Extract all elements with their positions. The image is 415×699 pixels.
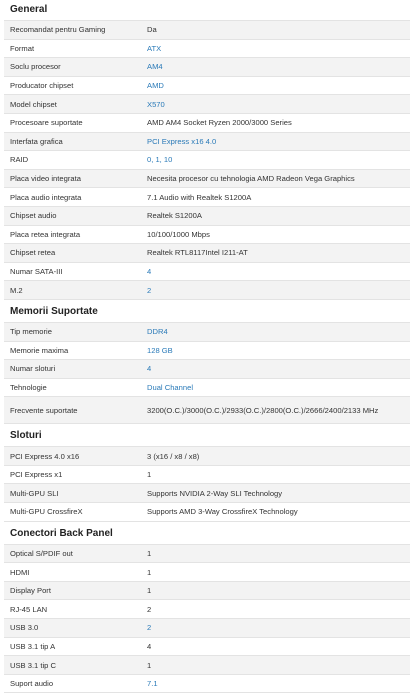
spec-row [4,484,410,503]
spec-row [4,322,410,341]
spec-row [4,600,410,619]
spec-row [4,378,410,397]
spec-label: Tip memorie [4,322,141,341]
spec-section [4,426,410,521]
spec-label: Recomandat pentru Gaming [4,21,141,40]
spec-label: Tehnologie [4,378,141,397]
spec-label: Numar sloturi [4,360,141,379]
spec-value: 1 [141,581,410,600]
spec-value-link[interactable]: 2 [141,281,410,300]
spec-row [4,188,410,207]
spec-value-link[interactable]: 4 [141,262,410,281]
spec-label: Optical S/PDIF out [4,544,141,563]
spec-value-link[interactable]: 128 GB [141,341,410,360]
spec-row [4,206,410,225]
spec-label: Chipset audio [4,206,141,225]
spec-row [4,637,410,656]
spec-label: Model chipset [4,95,141,114]
spec-row [4,674,410,693]
spec-label: Numar SATA-III [4,262,141,281]
spec-row [4,113,410,132]
spec-row [4,58,410,77]
spec-label: M.2 [4,281,141,300]
spec-value-link[interactable]: AMD [141,76,410,95]
spec-label: Placa video integrata [4,169,141,188]
spec-label: PCI Express x1 [4,465,141,484]
spec-row [4,244,410,263]
spec-value: 2 [141,600,410,619]
spec-row [4,544,410,563]
spec-label: Producator chipset [4,76,141,95]
spec-table [4,446,410,521]
spec-row [4,76,410,95]
spec-row [4,397,410,424]
spec-label: Soclu procesor [4,58,141,77]
spec-label: Interfata grafica [4,132,141,151]
spec-value: Realtek RTL8117Intel I211-AT [141,244,410,263]
section-title: Memorii Suportate [10,305,98,317]
spec-label: Multi-GPU CrossfireX [4,503,141,522]
spec-section [4,302,410,424]
spec-label: HDMI [4,563,141,582]
spec-label: Chipset retea [4,244,141,263]
spec-value: Da [141,21,410,40]
spec-row [4,39,410,58]
spec-label: Display Port [4,581,141,600]
spec-label: PCI Express 4.0 x16 [4,447,141,466]
spec-label: Suport audio [4,674,141,693]
spec-row [4,95,410,114]
spec-value: 1 [141,465,410,484]
spec-row [4,360,410,379]
spec-label: Placa audio integrata [4,188,141,207]
spec-value: Necesita procesor cu tehnologia AMD Radeon Vega Graphics [141,169,410,188]
spec-label: Placa retea integrata [4,225,141,244]
spec-value: 1 [141,563,410,582]
spec-value: Realtek S1200A [141,206,410,225]
spec-label: USB 3.0 [4,619,141,638]
spec-value-link[interactable]: X570 [141,95,410,114]
spec-value: Supports AMD 3-Way CrossfireX Technology [141,503,410,522]
spec-row [4,341,410,360]
spec-value-link[interactable]: PCI Express x16 4.0 [141,132,410,151]
spec-label: RAID [4,151,141,170]
spec-table [4,544,410,694]
spec-row [4,563,410,582]
spec-value: 1 [141,544,410,563]
spec-row [4,619,410,638]
spec-row [4,151,410,170]
spec-value-link[interactable]: Dual Channel [141,378,410,397]
section-title: Sloturi [10,430,42,442]
spec-label: Frecvente suportate [4,397,141,424]
spec-value: 3200(O.C.)/3000(O.C.)/2933(O.C.)/2800(O.C.)/2666/2400/2133 MHz [141,397,410,424]
spec-row [4,503,410,522]
spec-label: RJ-45 LAN [4,600,141,619]
spec-value-link[interactable]: 7.1 [141,674,410,693]
spec-value-link[interactable]: 4 [141,360,410,379]
spec-label: Multi-GPU SLI [4,484,141,503]
spec-row [4,21,410,40]
spec-value-link[interactable]: 2 [141,619,410,638]
spec-table [4,20,410,300]
spec-section [4,0,410,300]
spec-value: 10/100/1000 Mbps [141,225,410,244]
spec-label: Format [4,39,141,58]
section-title: General [10,4,48,15]
spec-value: 1 [141,656,410,675]
spec-value: 3 (x16 / x8 / x8) [141,447,410,466]
spec-value-link[interactable]: ATX [141,39,410,58]
spec-label: Procesoare suportate [4,113,141,132]
spec-label: Memorie maxima [4,341,141,360]
spec-value: AMD AM4 Socket Ryzen 2000/3000 Series [141,113,410,132]
spec-row [4,225,410,244]
spec-sections [4,0,410,693]
spec-row [4,262,410,281]
spec-row [4,465,410,484]
spec-section [4,524,410,694]
section-title: Conectori Back Panel [10,527,113,539]
spec-value-link[interactable]: DDR4 [141,322,410,341]
spec-row [4,132,410,151]
spec-row [4,169,410,188]
spec-row [4,281,410,300]
spec-table [4,322,410,424]
spec-row [4,656,410,675]
spec-value: Supports NVIDIA 2-Way SLI Technology [141,484,410,503]
spec-value: 4 [141,637,410,656]
spec-row [4,447,410,466]
spec-value: 7.1 Audio with Realtek S1200A [141,188,410,207]
spec-label: USB 3.1 tip A [4,637,141,656]
spec-label: USB 3.1 tip C [4,656,141,675]
spec-value-link[interactable]: AM4 [141,58,410,77]
spec-row [4,581,410,600]
spec-value-link[interactable]: 0, 1, 10 [141,151,410,170]
